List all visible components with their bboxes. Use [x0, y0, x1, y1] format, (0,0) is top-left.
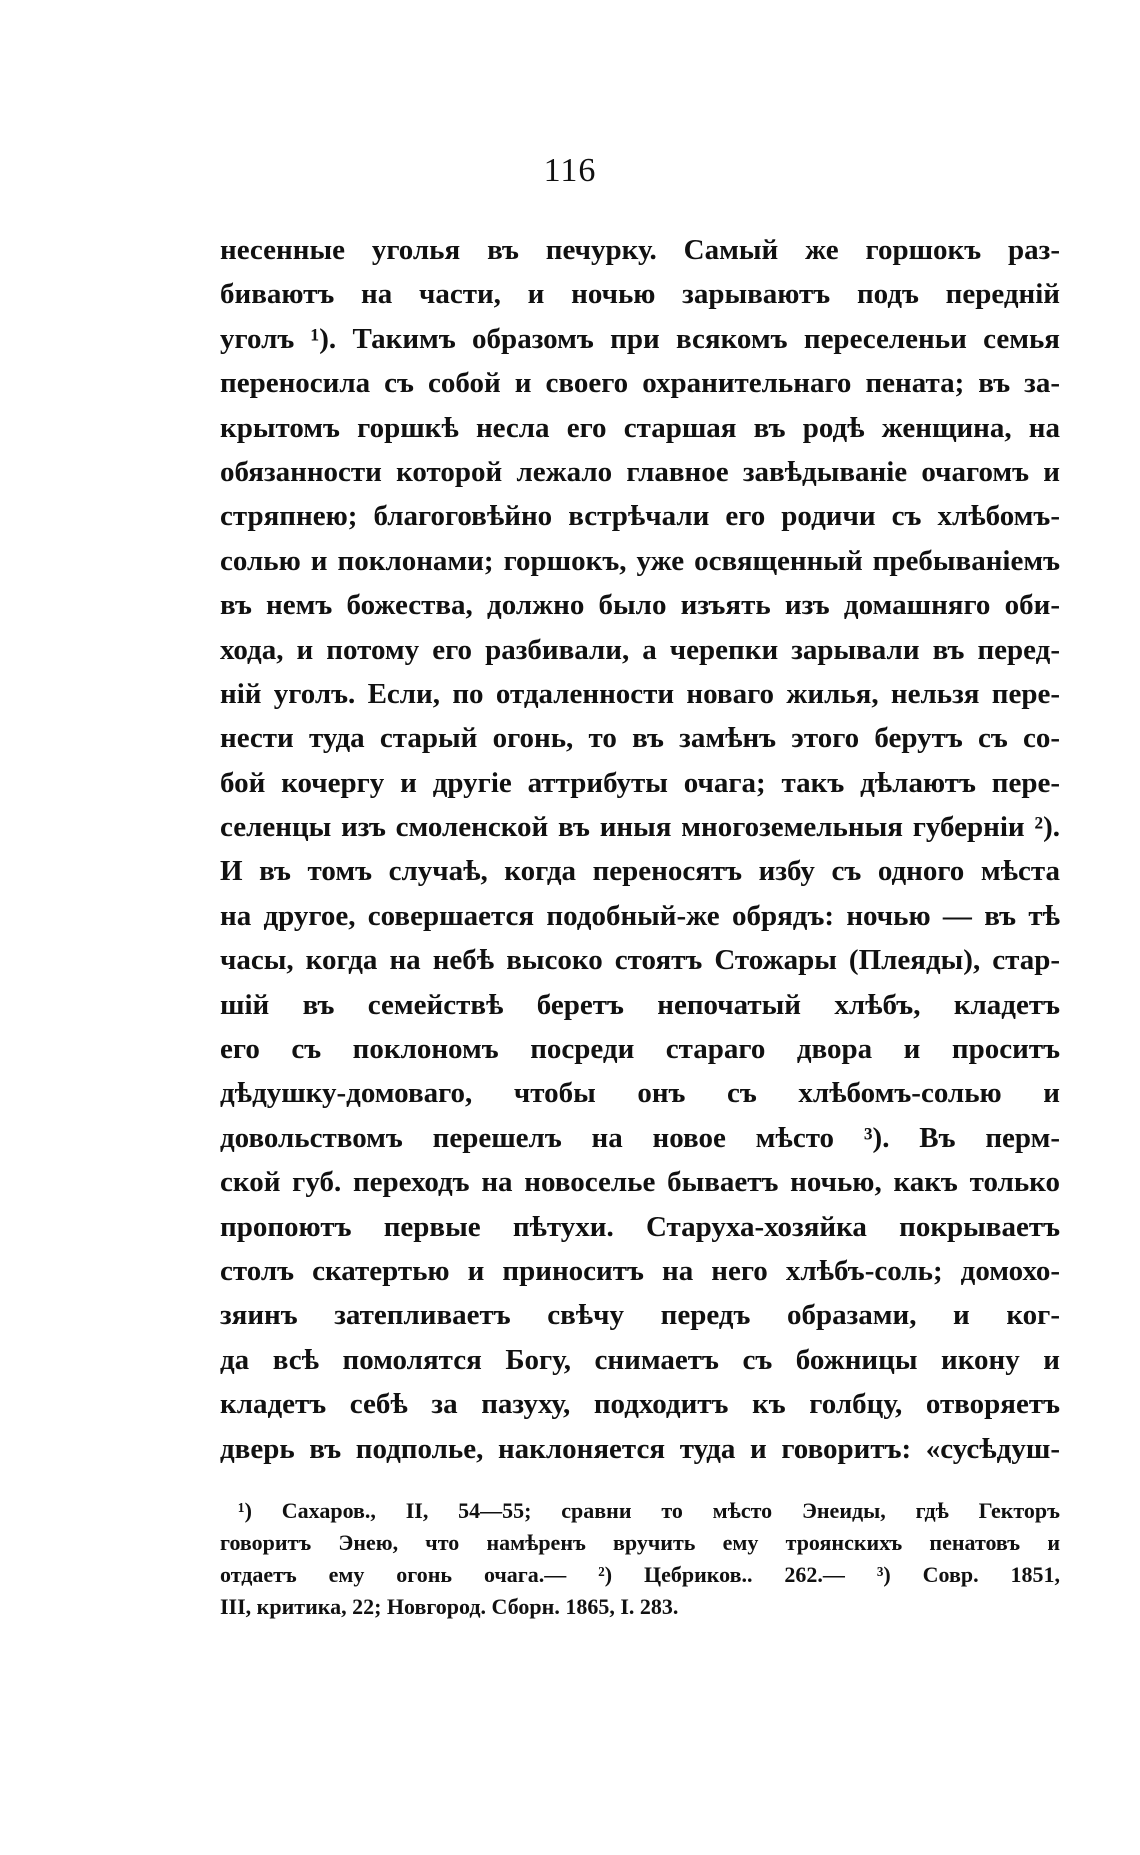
footnote-line: отдаетъ ему огонь очага.— ²) Цебриков.. 262.— ³) Совр. 1851, [220, 1562, 1060, 1587]
text-line: обязанности которой лежало главное завѣдываніе очагомъ и [220, 455, 1060, 488]
text-line: да всѣ помолятся Богу, снимаетъ съ божницы икону и [220, 1343, 1060, 1376]
footnote-line: III, критика, 22; Новгород. Сборн. 1865, I. 283. [220, 1594, 679, 1619]
text-line: въ немъ божества, должно было изъять изъ домашняго оби- [220, 589, 1060, 622]
text-line: переносила съ собой и своего охранительнаго пената; въ за- [220, 367, 1060, 400]
text-line: стряпнею; благоговѣйно встрѣчали его родичи съ хлѣбомъ- [220, 500, 1060, 533]
text-line: несенные уголья въ печурку. Самый же горшокъ раз- [220, 234, 1060, 266]
text-line: уголъ ¹). Такимъ образомъ при всякомъ переселеньи семья [220, 322, 1060, 355]
text-line: хода, и потому его разбивали, а черепки зарывали въ перед- [220, 633, 1060, 666]
text-line: селенцы изъ смоленской въ иныя многоземельныя губерніи ²). [220, 811, 1060, 844]
text-line: на другое, совершается подобный-же обрядъ: ночью — въ тѣ [220, 899, 1060, 932]
text-line: его съ поклономъ посреди стараго двора и проситъ [220, 1033, 1060, 1066]
text-line: довольствомъ перешелъ на новое мѣсто ³). Въ перм- [220, 1121, 1060, 1154]
footnote-line: говоритъ Энею, что намѣренъ вручить ему троянскихъ пенатовъ и [220, 1530, 1060, 1555]
text-line: И въ томъ случаѣ, когда переносятъ избу съ одного мѣста [220, 855, 1060, 888]
text-line: пропоютъ первые пѣтухи. Старуха-хозяйка покрываетъ [220, 1210, 1060, 1243]
text-line: бой кочергу и другіе аттрибуты очага; такъ дѣлаютъ пере- [220, 766, 1060, 799]
text-line: дѣдушку-домоваго, чтобы онъ съ хлѣбомъ-солью и [220, 1077, 1060, 1110]
text-line: нести туда старый огонь, то въ замѣнъ этого берутъ съ со- [220, 722, 1060, 755]
text-line: зяинъ затепливаетъ свѣчу передъ образами, и ког- [220, 1299, 1060, 1332]
page-number: 116 [543, 152, 597, 189]
main-text-block [220, 228, 1060, 1471]
text-line: часы, когда на небѣ высоко стоятъ Стожары (Плеяды), стар- [220, 944, 1060, 977]
text-line: кладетъ себѣ за пазуху, подходитъ къ голбцу, отворяетъ [220, 1388, 1060, 1421]
text-line: шій въ семействѣ беретъ непочатый хлѣбъ, кладетъ [220, 988, 1060, 1021]
text-line: дверь въ подполье, наклоняется туда и говоритъ: «сусѣдуш- [220, 1432, 1060, 1465]
footnotes-block [220, 1495, 1060, 1623]
text-line: ній уголъ. Если, по отдаленности новаго жилья, нельзя пере- [220, 677, 1060, 710]
text-line: солью и поклонами; горшокъ, уже освященный пребываніемъ [220, 544, 1060, 577]
text-line: биваютъ на части, и ночью зарываютъ подъ передній [220, 278, 1060, 311]
text-line: крытомъ горшкѣ несла его старшая въ родѣ женщина, на [220, 411, 1060, 444]
footnote-line: ¹) Сахаров., II, 54—55; сравни то мѣсто Энеиды, гдѣ Гекторъ [238, 1498, 1060, 1523]
text-line: ской губ. переходъ на новоселье бываетъ ночью, какъ только [220, 1166, 1060, 1199]
text-line: столъ скатертью и приноситъ на него хлѣбъ-соль; домохо- [220, 1254, 1060, 1287]
